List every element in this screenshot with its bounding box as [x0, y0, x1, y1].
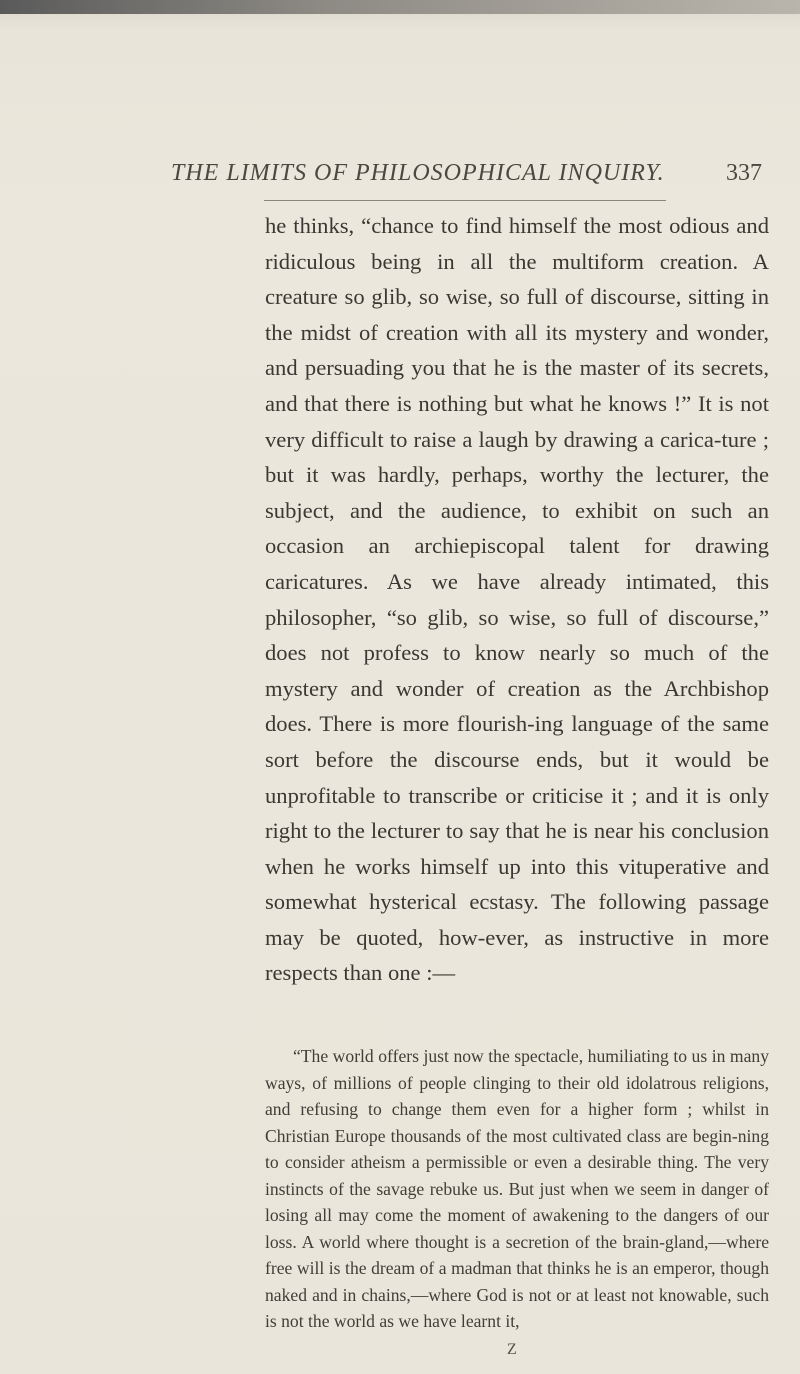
running-title: THE LIMITS OF PHILOSOPHICAL INQUIRY.: [171, 160, 665, 186]
page-header: [0, 160, 800, 200]
body-paragraph: he thinks, “chance to find himself the most odious and ridiculous being in all the multiform creation. A creature so glib, so wise, so full of discourse, sitting in the midst of creation with all its mystery and wonder, and persuading you that he is the master of its secrets, and that there is nothing but what he knows !” It is not very difficult to raise a laugh by drawing a carica-ture ; but it was hardly, perhaps, worthy the lecturer, the subject, and the audience, to exhibit on such an occasion an archiepiscopal talent for drawing caricatures. As we have already intimated, this philosopher, “so glib, so wise, so full of discourse,” does not profess to know nearly so much of the mystery and wonder of creation as the Archbishop does. There is more flourish-ing language of the same sort before the discourse ends, but it would be unprofitable to transcribe or criticise it ; and it is only right to the lecturer to say that he is near his conclusion when he works himself up into this vituperative and somewhat hysterical ecstasy. The following passage may be quoted, how-ever, as instructive in more respects than one :—: [265, 213, 769, 986]
header-rule: [264, 200, 666, 201]
signature-mark: Z: [507, 1341, 517, 1358]
block-quote: [265, 1043, 769, 1335]
page-top-edge: [0, 0, 800, 14]
page-number: 337: [726, 160, 762, 186]
main-text: [265, 208, 769, 991]
quote-paragraph: “The world offers just now the spectacle, humiliating to us in many ways, of millions of people clinging to their old idolatrous religions, and refusing to change them even for a higher form ; whilst in Christian Europe thousands of the most cultivated class are begin-ning to consider atheism a permissible or even a desirable thing. The very instincts of the savage rebuke us. But just when we seem in danger of losing all may come the moment of awakening to the dangers of our loss. A world where thought is a secretion of the brain-gland,—where free will is the dream of a madman that thinks he is an emperor, though naked and in chains,—where God is not or at least not knowable, such is not the world as we have learnt it,: [265, 1046, 769, 1331]
